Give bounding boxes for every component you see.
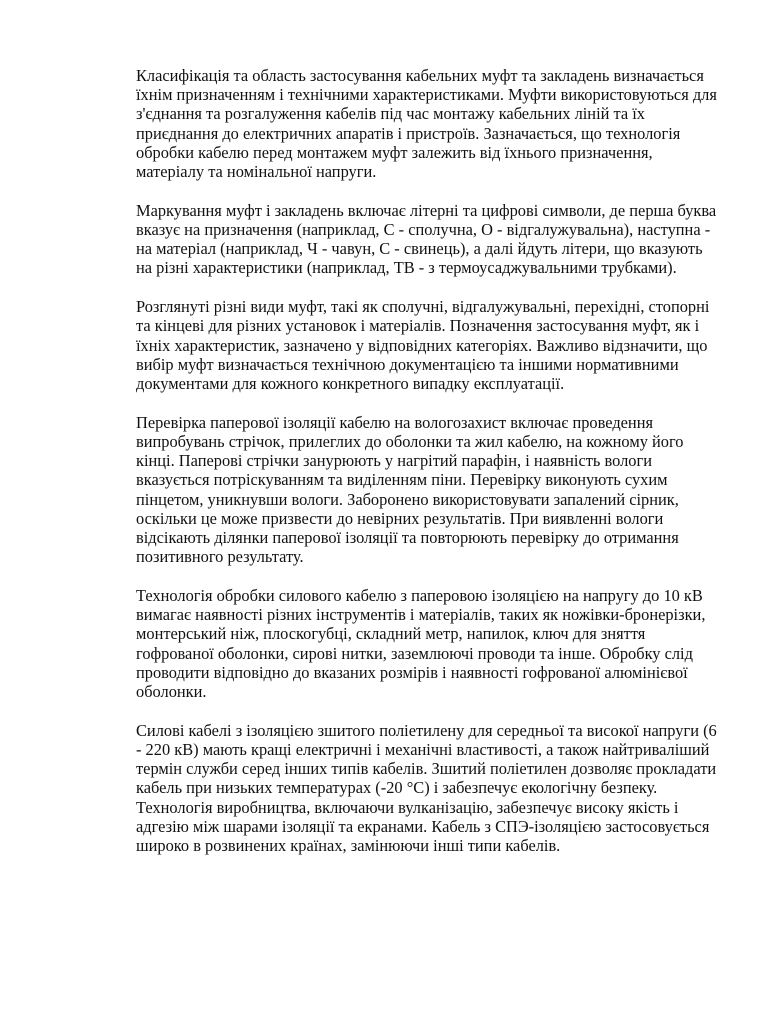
paragraph-5: Технологія обробки силового кабелю з паперовою ізоляцією на напругу до 10 кВ вимагає наявності різних інструментів і матеріалів, таких як ножівки-бронерізки, монтерський ніж, плоскогубці, складний метр, напилок, ключ для зняття гофрованої оболонки, сирові нитки, заземлюючі проводи та інше. Обробку слід проводити відповідно до вказаних розмірів і наявності гофрованої алюмінієвої оболонки.	[136, 586, 706, 702]
document-page	[136, 66, 718, 875]
paragraph-1: Класифікація та область застосування кабельних муфт та закладень визначається їхнім призначенням і технічними характеристиками. Муфти використовуються для з'єднання та розгалуження кабелів під час монтажу кабельних ліній та їх приєднання до електричних апаратів і пристроїв. Зазначається, що технологія обробки кабелю перед монтажем муфт залежить від їхнього призначення, матеріалу та номінальної напруги.	[136, 66, 717, 182]
paragraph-4: Перевірка паперової ізоляції кабелю на вологозахист включає проведення випробувань стрічок, прилеглих до оболонки та жил кабелю, на кожному його кінці. Паперові стрічки занурюють у нагрітий парафін, і наявність вологи вказується потріскуванням та виділенням піни. Перевірку виконують сухим пінцетом, уникнувши вологи. Заборонено використовувати запалений сірник, оскільки це може призвести до невірних результатів. При виявленні вологи відсікають ділянки паперової ізоляції та повторюють перевірку до отримання позитивного результату.	[136, 412, 684, 567]
paragraph-3: Розглянуті різні види муфт, такі як сполучні, відгалужувальні, перехідні, стопорні та кінцеві для різних установок і матеріалів. Позначення застосування муфт, як і їхніх характеристик, зазначено у відповідних категоріях. Важливо відзначити, що вибір муфт визначається технічною документацією та іншими нормативними документами для кожного конкретного випадку експлуатації.	[136, 297, 710, 394]
paragraph-6: Силові кабелі з ізоляцією зшитого поліетилену для середньої та високої напруги (6 - 220 кВ) мають кращі електричні і механічні властивості, а також найтриваліший термін служби серед інших типів кабелів. Зшитий поліетилен дозволяє прокладати кабель при низьких температурах (-20 °С) і забезпечує екологічну безпеку. Технологія виробництва, включаючи вулканізацію, забезпечує високу якість і адгезію між шарами ізоляції та екранами. Кабель з СПЭ-ізоляцією застосовується широко в розвинених країнах, замінюючи інші типи кабелів.	[136, 720, 717, 856]
paragraph-2: Маркування муфт і закладень включає літерні та цифрові символи, де перша буква вказує на призначення (наприклад, С - сполучна, О - відгалужувальна), наступна - на матеріал (наприклад, Ч - чавун, С - свинець), а далі йдуть літери, що вказують на різні характеристики (наприклад, ТВ - з термоусаджувальними трубками).	[136, 200, 717, 278]
